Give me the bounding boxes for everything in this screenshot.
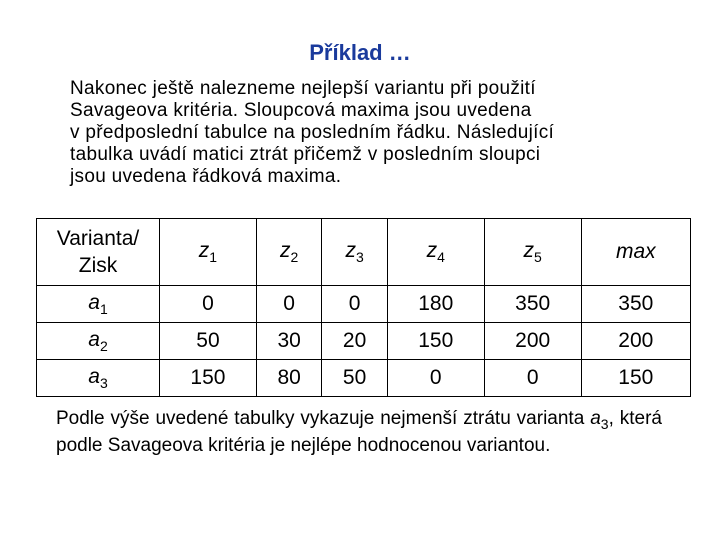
conclusion-variant-index: 3: [600, 416, 609, 432]
header-variant-label: [37, 219, 160, 286]
row-max-cell: 350: [581, 286, 690, 323]
intro-paragraph: [70, 78, 680, 188]
table-cell: 0: [322, 286, 387, 323]
intro-line: Savageova kritéria. Sloupcová maxima jsou uvedena: [70, 100, 532, 121]
table-cell: 50: [322, 360, 387, 397]
table-row: [37, 323, 691, 360]
header-z1: $z_1$: [160, 219, 257, 286]
row-label-a2: $a_2$: [37, 323, 160, 360]
intro-line: jsou uvedena řádková maxima.: [70, 166, 342, 187]
row-label-a3: $a_3$: [37, 360, 160, 397]
table-cell: 150: [160, 360, 257, 397]
header-max: max: [581, 219, 690, 286]
table-header-row: [37, 219, 691, 286]
row-max-cell: 200: [581, 323, 690, 360]
table-cell: 30: [256, 323, 321, 360]
header-z3: $z_3$: [322, 219, 387, 286]
table-cell: 0: [256, 286, 321, 323]
header-z4: $z_4$: [387, 219, 484, 286]
table-cell: 80: [256, 360, 321, 397]
intro-line: tabulka uvádí matici ztrát přičemž v posledním sloupci: [70, 144, 541, 165]
table-cell: 350: [484, 286, 581, 323]
intro-line: Nakonec ještě nalezneme nejlepší variantu při použití: [70, 78, 536, 99]
slide-title: Příklad …: [309, 40, 411, 65]
table-cell: 20: [322, 323, 387, 360]
table-row: [37, 286, 691, 323]
table-cell: 50: [160, 323, 257, 360]
table-row: [37, 360, 691, 397]
table-cell: 0: [484, 360, 581, 397]
table-cell: 0: [160, 286, 257, 323]
table-cell: 0: [387, 360, 484, 397]
header-label-text: Varianta/ Zisk: [56, 227, 140, 277]
loss-matrix-table: [36, 218, 691, 397]
table-cell: 180: [387, 286, 484, 323]
row-max-cell: 150: [581, 360, 690, 397]
row-label-a1: $a_1$: [37, 286, 160, 323]
header-z5: $z_5$: [484, 219, 581, 286]
conclusion-paragraph: Podle výše uvedené tabulky vykazuje nejmenší ztrátu varianta $a_3$, která podle Savageova kritéria je nejlépe hodnocenou variantou.: [56, 408, 662, 456]
table-cell: 200: [484, 323, 581, 360]
intro-line: v předposlední tabulce na posledním řádku. Následující: [70, 122, 555, 143]
conclusion-variant-symbol: a: [590, 408, 601, 429]
header-z2: $z_2$: [256, 219, 321, 286]
table-cell: 150: [387, 323, 484, 360]
